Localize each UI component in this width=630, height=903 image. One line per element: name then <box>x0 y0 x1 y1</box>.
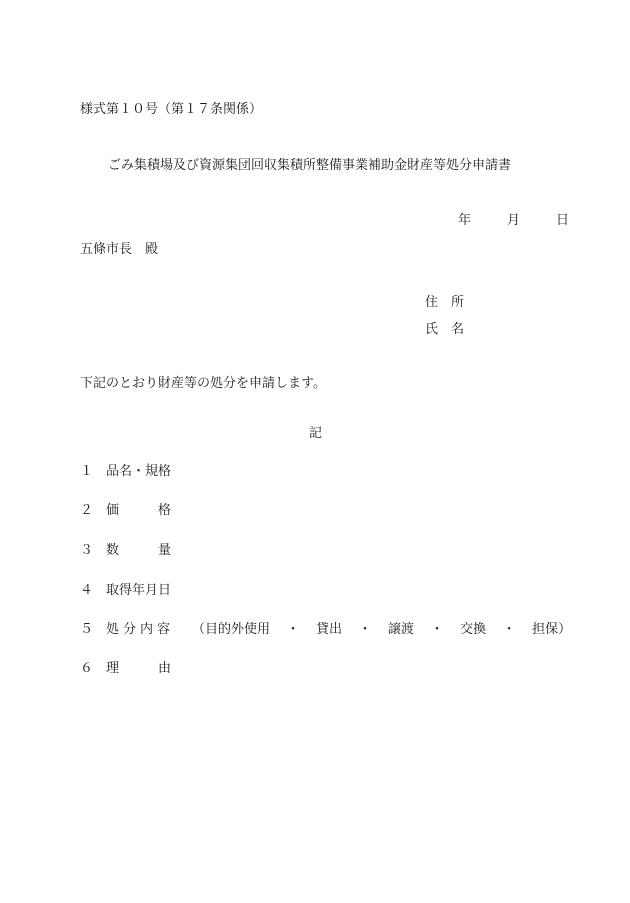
list-item <box>80 465 171 478</box>
applicant-name-label: 氏 名 <box>425 322 465 337</box>
item-label-part: 数 <box>106 543 120 558</box>
separator: ・ <box>286 622 300 637</box>
option-lend: 貸出 <box>316 622 343 637</box>
item-label-part: 理 <box>106 661 120 676</box>
option-close: 担保） <box>532 622 572 637</box>
date-month: 月 <box>507 213 521 228</box>
list-item <box>80 544 171 557</box>
item-label: 処分内容 <box>106 622 175 637</box>
item-label: 取得年月日 <box>106 583 172 598</box>
date-line <box>458 214 569 227</box>
item-label-part: 由 <box>158 661 172 676</box>
applicant-address-label: 住 所 <box>425 295 465 310</box>
list-item <box>80 623 571 636</box>
separator: ・ <box>430 622 444 637</box>
disposal-options <box>192 623 571 636</box>
request-statement: 下記のとおり財産等の処分を申請します。 <box>80 376 326 391</box>
item-label: 品名・規格 <box>106 464 172 479</box>
item-label-part: 量 <box>158 543 172 558</box>
separator: ・ <box>502 622 516 637</box>
addressee: 五條市長 殿 <box>80 242 159 257</box>
item-number: １ <box>80 464 94 479</box>
separator: ・ <box>358 622 372 637</box>
item-number: ６ <box>80 661 94 676</box>
list-item <box>80 504 171 517</box>
list-item <box>80 584 171 597</box>
item-number: ４ <box>80 583 94 598</box>
date-year: 年 <box>458 213 472 228</box>
option-exchange: 交換 <box>460 622 487 637</box>
item-number: ３ <box>80 543 94 558</box>
item-number: ２ <box>80 503 94 518</box>
item-number: ５ <box>80 622 94 637</box>
item-label-part: 格 <box>158 503 172 518</box>
option-transfer: 譲渡 <box>388 622 415 637</box>
ki-heading: 記 <box>309 426 323 441</box>
option-open: （目的外使用 <box>192 622 271 637</box>
item-label-part: 価 <box>106 503 120 518</box>
form-number: 様式第１０号（第１７条関係） <box>80 102 263 117</box>
document-title: ごみ集積場及び資源集団回収集積所整備事業補助金財産等処分申請書 <box>108 158 512 173</box>
list-item <box>80 662 171 675</box>
date-day: 日 <box>556 213 570 228</box>
